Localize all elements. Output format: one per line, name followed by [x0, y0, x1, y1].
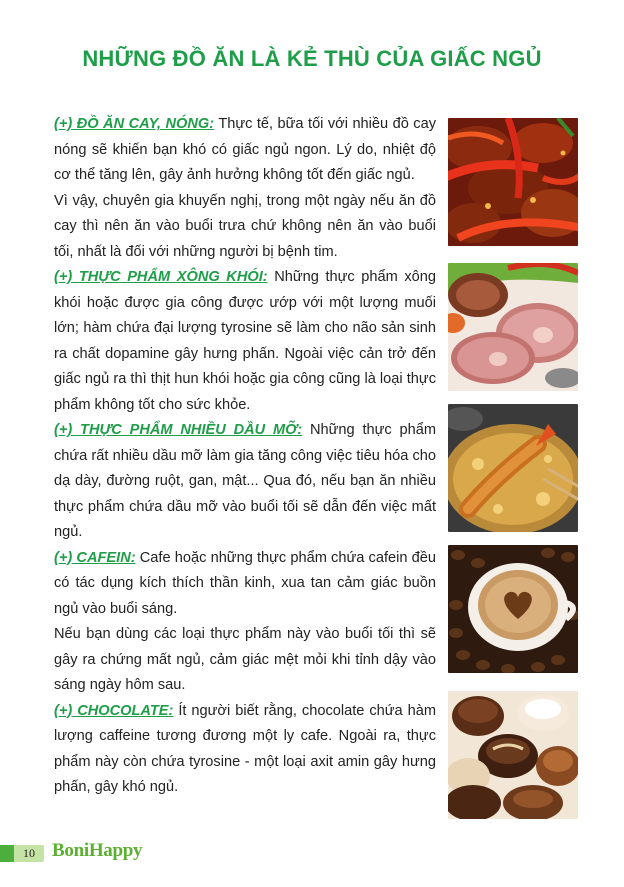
section-chocolate: [54, 699, 436, 801]
section-heading-smoked: (+) THỰC PHẨM XÔNG KHÓI:: [54, 269, 268, 285]
section-caffeine: [54, 546, 436, 623]
section-text-smoked: Những thực phẩm xông khói hoặc được gia công được ướp với một lượng muối lớn; hàm chứa đại lượng tyrosine sẽ làm cho não sản sinh ra chất dopamine gây hưng phấn. Ngoài việc cản trở đến giấc ngủ ra thì thịt hun khói hoặc gia công cũng là loại thực phẩm không tốt cho sức khỏe.: [54, 269, 436, 413]
section-heading-spicy: (+) ĐỒ ĂN CAY, NÓNG:: [54, 116, 215, 132]
page-number: 10: [14, 845, 44, 862]
deep-fried-shrimp-photo: [448, 404, 578, 532]
brand-logo: BoniHappy: [52, 840, 143, 861]
section-extra-caffeine: Nếu bạn dùng các loại thực phẩm này vào buổi tối thì sẽ gây ra chứng mất ngủ, cảm giác mệt mỏi khi tỉnh dậy vào sáng ngày hôm sau.: [54, 626, 436, 693]
section-heading-fatty: (+) THỰC PHẨM NHIỀU DẦU MỠ:: [54, 422, 303, 438]
section-heading-chocolate: (+) CHOCOLATE:: [54, 702, 174, 719]
article-body: [54, 112, 436, 801]
section-text-spicy: Thực tế, bữa tối với nhiều đồ cay nóng sẽ khiến bạn khó có giấc ngủ ngon. Lý do, nhiệt độ cơ thể tăng lên, gây ảnh hưởng không tốt đến giấc ngủ.: [54, 116, 437, 183]
section-fatty: [54, 418, 436, 546]
smoked-ham-photo: [448, 263, 578, 391]
section-text-caffeine: Cafe hoặc những thực phẩm chứa cafein đều có tác dụng kích thích thần kinh, xua tan cảm giác buồn ngủ vào buổi sáng.: [54, 549, 436, 617]
section-smoked: [54, 265, 436, 418]
chocolates-photo: [448, 691, 578, 819]
section-spicy: [54, 112, 436, 189]
spicy-chicken-peppers-photo: [448, 118, 578, 246]
page-title: NHỮNG ĐỒ ĂN LÀ KẺ THÙ CỦA GIẤC NGỦ: [82, 46, 542, 71]
section-heading-caffeine: (+) CAFEIN:: [54, 549, 136, 566]
section-text-chocolate: Ít người biết rằng, chocolate chứa hàm lượng caffeine tương đương một ly cafe. Ngoài ra, thực phẩm này còn chứa tyrosine - một loại axit amin gây hưng phấn, gây khó ngủ.: [54, 702, 436, 795]
section-text-fatty: Những thực phẩm chứa rất nhiều dầu mỡ làm gia tăng công việc tiêu hóa cho dạ dày, đường ruột, gan, mật... Qua đó, nếu bạn ăn nhiều thực phẩm chứa dầu mỡ vào buổi tối sẽ dẫn đến việc mất ngủ.: [54, 422, 436, 540]
section-extra-spicy: Vì vậy, chuyên gia khuyến nghị, trong một ngày nếu ăn đồ cay thì nên ăn vào buổi trưa chứ không nên ăn vào buổi tối, nhất là đối với những người bị bệnh tim.: [54, 192, 436, 260]
coffee-cup-beans-photo: [448, 545, 578, 673]
